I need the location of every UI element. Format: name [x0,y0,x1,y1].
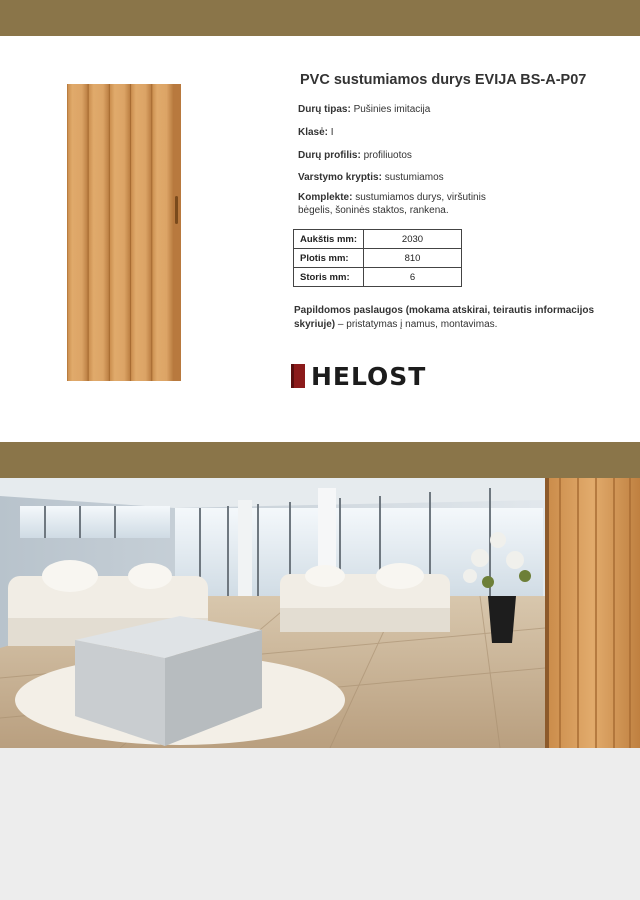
prop-direction: Varstymo kryptis: sustumiamos [298,172,444,183]
folding-door-image [67,84,181,381]
bottom-grey-panel [0,748,640,900]
logo-mark-icon [291,364,305,388]
door-pleat [109,84,130,381]
top-band [0,0,640,36]
dim-label: Plotis mm: [294,249,364,268]
prop-door-type: Durų tipas: Pušinies imitacija [298,104,431,115]
dim-value: 810 [364,249,462,268]
door-pleat [152,84,173,381]
table-row [294,230,462,249]
prop-kit: Komplekte: sustumiamos durys, viršutinis bėgelis, šoninės staktos, rankena. [298,192,486,216]
logo-text: HELOST [311,361,427,391]
product-title: PVC sustumiamos durys EVIJA BS-A-P07 [300,72,587,88]
door-pleat [88,84,109,381]
table-row [294,268,462,287]
door-pleat [67,84,88,381]
helost-logo [291,363,426,389]
dim-value: 6 [364,268,462,287]
prop-profile: Durų profilis: profiliuotos [298,150,412,161]
dimensions-table [293,229,462,287]
table-row [294,249,462,268]
additional-services: Papildomos paslaugos (mokama atskirai, teirautis informacijos skyriuje) – pristatymas į namus, montavimas. [294,305,595,330]
door-pleat [131,84,152,381]
dim-value: 2030 [364,230,462,249]
middle-band [0,442,640,478]
dim-label: Storis mm: [294,268,364,287]
dim-label: Aukštis mm: [294,230,364,249]
prop-class: Klasė: I [298,127,334,138]
living-room-interior-photo [0,478,640,748]
